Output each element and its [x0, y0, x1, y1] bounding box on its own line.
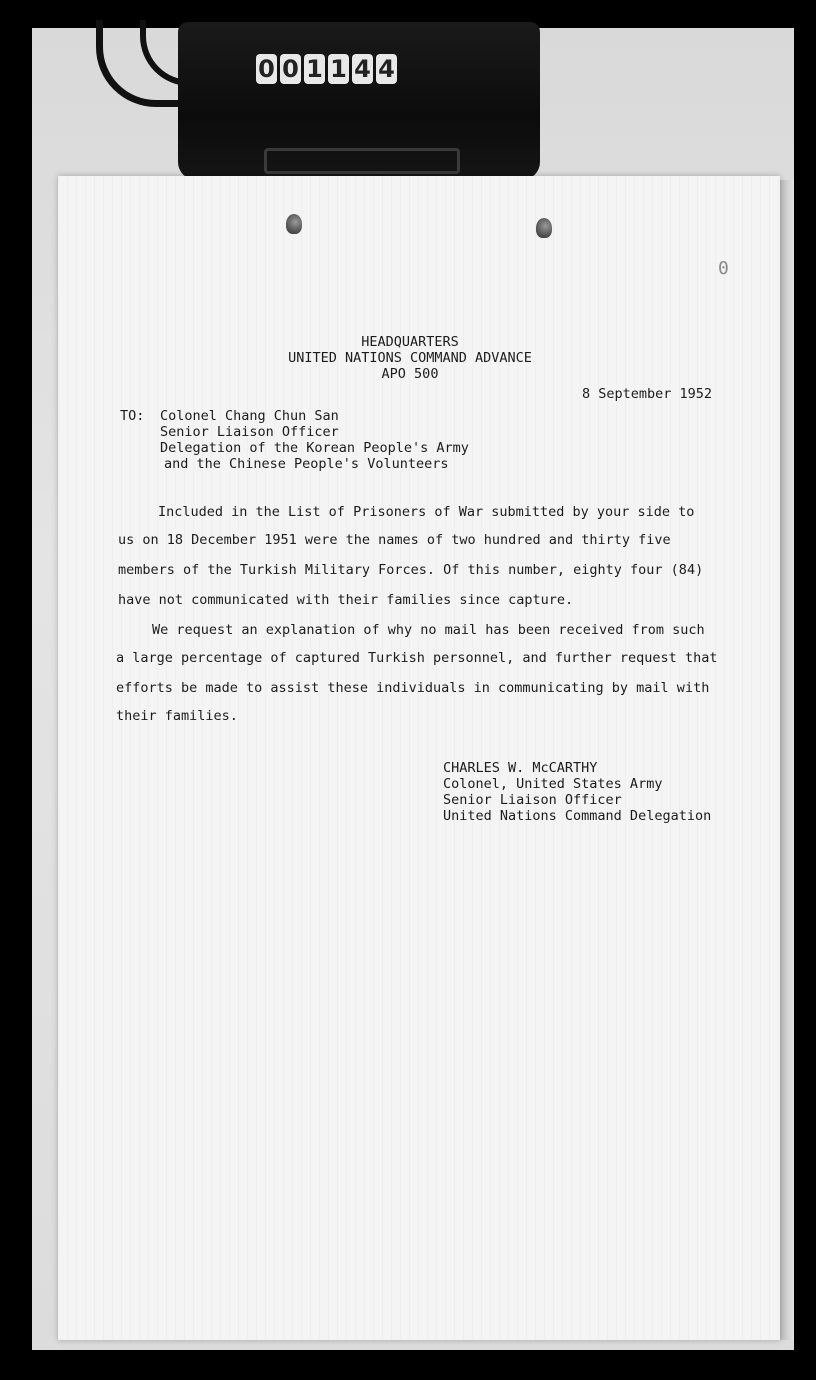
- counter-digit: 4: [376, 54, 397, 84]
- addressee-title: Senior Liaison Officer: [160, 424, 339, 440]
- body-paragraph-1-line: Included in the List of Prisoners of War submitted by your side to: [158, 504, 695, 520]
- addressee-org-line-2: and the Chinese People's Volunteers: [164, 456, 449, 472]
- punch-hole-right: [536, 218, 552, 238]
- header-line-3: APO 500: [381, 366, 439, 382]
- signature-org: United Nations Command Delegation: [443, 808, 712, 824]
- counter-digit: 0: [280, 54, 301, 84]
- to-label: TO:: [120, 408, 145, 424]
- signature-rank: Colonel, United States Army: [443, 776, 663, 792]
- counter-digit: 4: [352, 54, 373, 84]
- letter-date: 8 September 1952: [582, 386, 713, 402]
- punch-hole-left: [286, 214, 302, 234]
- body-paragraph-1-line: members of the Turkish Military Forces. Of this number, eighty four (84): [118, 562, 704, 578]
- body-paragraph-2-line: their families.: [116, 708, 238, 724]
- signature-title: Senior Liaison Officer: [443, 792, 622, 808]
- header-line-1: HEADQUARTERS: [361, 334, 459, 350]
- signature-name: CHARLES W. McCARTHY: [443, 760, 598, 776]
- counter-digit: 1: [328, 54, 349, 84]
- body-paragraph-1-line: us on 18 December 1951 were the names of two hundred and thirty five: [118, 532, 671, 548]
- addressee-name: Colonel Chang Chun San: [160, 408, 339, 424]
- body-paragraph-2-line: efforts be made to assist these individuals in communicating by mail with: [116, 680, 710, 696]
- body-paragraph-1-line: have not communicated with their families since capture.: [118, 592, 574, 608]
- body-paragraph-2-line: a large percentage of captured Turkish personnel, and further request that: [116, 650, 718, 666]
- counter-slot: [264, 148, 460, 174]
- header-line-2: UNITED NATIONS COMMAND ADVANCE: [288, 350, 532, 366]
- counter-digit: 1: [304, 54, 325, 84]
- frame-counter-digits: [256, 54, 397, 84]
- counter-digit: 0: [256, 54, 277, 84]
- body-paragraph-2-line: We request an explanation of why no mail has been received from such: [152, 622, 705, 638]
- addressee-org-line-1: Delegation of the Korean People's Army: [160, 440, 469, 456]
- frame-counter: [178, 22, 540, 180]
- margin-mark: 0: [718, 258, 729, 279]
- page-edge-shadow: [780, 180, 794, 1340]
